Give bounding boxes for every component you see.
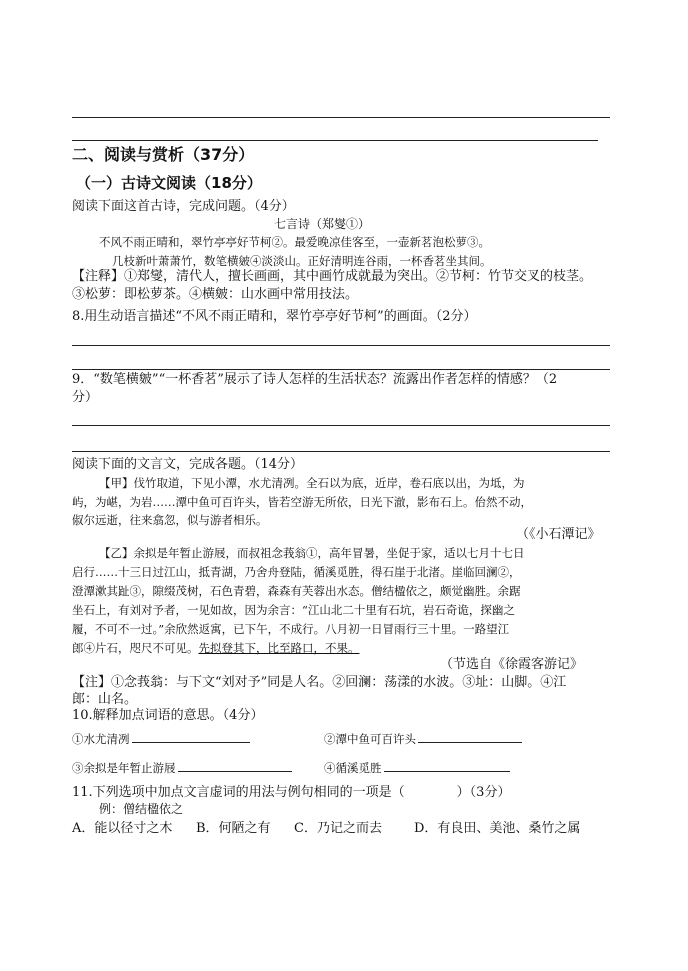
q10-item-2 <box>324 730 522 746</box>
q10-item-text: ②潭中鱼可百许头 <box>324 732 416 746</box>
q11-option-d[interactable]: D．有良田、美池、桑竹之属 <box>414 821 581 836</box>
answer-line[interactable] <box>72 369 610 370</box>
q11-option-b[interactable]: B．何陋之有 <box>196 821 271 836</box>
q10-item-text: ③余拟是年暂止游屐 <box>72 761 176 775</box>
poem-title: 七言诗（郑燮①） <box>274 217 371 231</box>
answer-blank[interactable] <box>132 730 250 743</box>
poem-instruction: 阅读下面这首古诗，完成问题。（4分） <box>72 199 295 214</box>
q11-option-c[interactable]: C．乃记之而去 <box>294 821 382 836</box>
passage-yi-line: 坐石上，有刘对予者，一见如故，因为余言：“江山北二十里有石坑，岩石奇诡，探幽之 <box>72 603 515 617</box>
prose-instruction: 阅读下面的文言文，完成各题。（14分） <box>72 457 304 472</box>
section-title: 二、阅读与赏析（37分） <box>72 145 255 164</box>
answer-line[interactable] <box>72 451 610 452</box>
passage-jia-source: （《小石潭记》 <box>516 527 601 542</box>
passage-yi-line: 【乙】余拟是年暂止游屐，而叔祖念莪翁①，高年冒暑，坐促于家，适以七月十七日 <box>99 546 525 560</box>
question-9: 9．“数笔横皴”“一杯香茗”展示了诗人怎样的生活状态？流露出作者怎样的情感？（2 <box>72 372 558 387</box>
passage-jia-line: 屿，为嵁，为岩……潭中鱼可百许头，皆若空游无所依，日光下澈，影布石上。佁然不动， <box>72 495 532 509</box>
passage-yi-source: （节选自《徐霞客游记》 <box>440 657 584 672</box>
q10-item-text: ①水尤清冽 <box>72 732 130 746</box>
answer-blank[interactable] <box>178 759 292 772</box>
subsection-title: （一）古诗文阅读（18分） <box>76 174 262 192</box>
passage-yi-line <box>72 642 360 655</box>
poem-note: 【注释】①郑燮，清代人，擅长画画，其中画竹成就最为突出。②节柯：竹节交叉的枝茎。 <box>72 269 593 284</box>
q10-item-3 <box>72 759 292 775</box>
question-10: 10.解释加点词语的意思。（4分） <box>72 708 264 723</box>
question-11: 11.下列选项中加点文言虚词的用法与例句相同的一项是（ ）（3分） <box>72 785 511 800</box>
passage-jia-line: 【甲】伐竹取道，下见小潭，水尤清冽。全石以为底，近岸，卷石底以出，为坻，为 <box>99 476 525 490</box>
passage-jia-line: 俶尔远逝，往来翕忽，似与游者相乐。 <box>72 513 268 527</box>
answer-line[interactable] <box>72 140 598 141</box>
answer-line[interactable] <box>72 117 610 118</box>
answer-line[interactable] <box>72 345 610 346</box>
prose-note: 郎：山名。 <box>72 692 138 707</box>
answer-blank[interactable] <box>418 730 522 743</box>
underlined-sentence: 先拟登其下，比至路口，不果。 <box>198 641 360 655</box>
poem-note: ③松萝：即松萝茶。④横皴：山水画中常用技法。 <box>72 287 359 302</box>
poem-line: 不风不雨正晴和，翠竹亭亭好节柯②。最爱晚凉佳客至，一壶新茗泡松萝③。 <box>99 235 490 249</box>
prose-note: 【注】①念莪翁：与下文“刘对予”同是人名。②回澜：荡漾的水波。③址：山脚。④江 <box>72 675 567 690</box>
question-8: 8.用生动语言描述“不风不雨正晴和，翠竹亭亭好节柯”的画面。（2分） <box>72 309 477 324</box>
passage-yi-line: 启行……十三日过江山，抵青湖，乃舍舟登陆，循溪觅胜，得石崖于北渚。崖临回澜②， <box>72 565 521 579</box>
q10-item-1 <box>72 730 250 746</box>
q10-item-4 <box>324 759 510 775</box>
q10-item-text: ④循溪觅胜 <box>324 761 382 775</box>
question-9: 分） <box>72 390 99 405</box>
q11-option-a[interactable]: A．能以径寸之木 <box>72 821 173 836</box>
answer-line[interactable] <box>72 425 610 426</box>
passage-yi-line: 澄潭漱其趾③，隙缀茂树，石色青碧，森森有芙蓉出水态。僧结楹依之，颇觉幽胜。余踞 <box>72 584 521 598</box>
poem-line: 几枝新叶萧萧竹，数笔横皴④淡淡山。正好清明连谷雨，一杯香茗坐其间。 <box>112 254 492 268</box>
passage-yi-text: 郎④片石，咫尺不可见。 <box>72 641 199 655</box>
answer-blank[interactable] <box>384 759 510 772</box>
passage-yi-line: 履，不可不一过。”余欣然返寓，已下午，不成行。八月初一日冒雨行三十里。一路望江 <box>72 622 510 636</box>
q11-example: 例：僧结楹依之 <box>99 802 184 816</box>
